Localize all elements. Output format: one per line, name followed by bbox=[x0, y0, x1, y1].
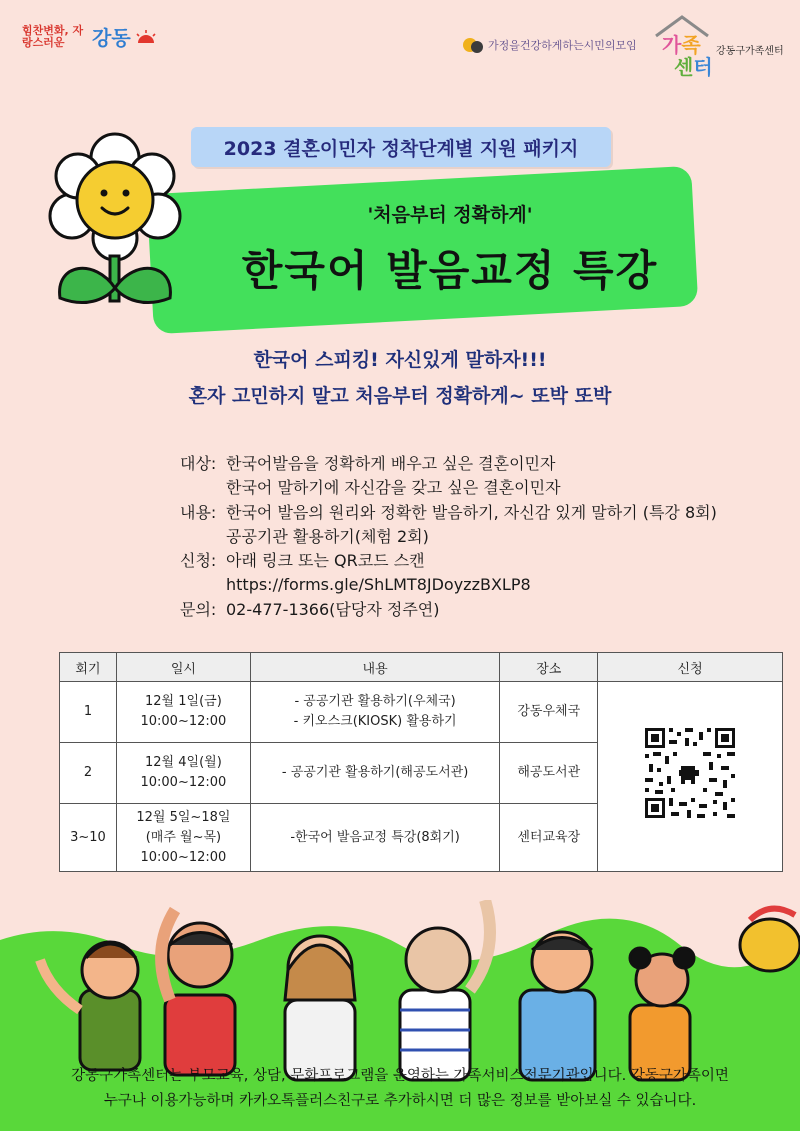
lecture-subtitle: '처음부터 정확하게' bbox=[367, 204, 533, 226]
date-cell: 12월 5일~18일 (매주 월~목) 10:00~12:00 bbox=[116, 804, 250, 872]
person-icon bbox=[630, 948, 694, 1080]
target-text-1: 한국어발음을 정확하게 배우고 싶은 결혼이민자 bbox=[226, 454, 556, 473]
program-info bbox=[180, 452, 780, 622]
family-center-name: 강동구가족센터 bbox=[716, 46, 784, 57]
footer-text bbox=[0, 1064, 800, 1114]
family-mark-icon bbox=[462, 36, 484, 54]
footer-line-2: 누구나 이용가능하며 카카오톡플러스친구로 추가하시면 더 많은 정보를 받아보실 수 있습니다. bbox=[103, 1093, 697, 1109]
slogan-line-1: 한국어 스피킹! 자신있게 말하자!!! bbox=[253, 349, 547, 371]
header-content: 내용 bbox=[250, 653, 500, 682]
date-cell: 12월 1일(금) 10:00~12:00 bbox=[116, 682, 250, 743]
content-label: 내용: bbox=[180, 502, 217, 522]
qr-cell bbox=[598, 682, 783, 872]
header-place: 장소 bbox=[500, 653, 598, 682]
contact-label: 문의: bbox=[180, 599, 217, 619]
slogan-line-2: 혼자 고민하지 말고 처음부터 정확하게~ 또박 또박 bbox=[188, 385, 612, 407]
hat-icon bbox=[740, 909, 800, 971]
apply-link[interactable]: https://forms.gle/ShLMT8JDoyzzBXLP8 bbox=[226, 575, 531, 595]
family-center-logo bbox=[652, 14, 792, 84]
citizens-association-logo bbox=[462, 36, 637, 54]
sun-icon bbox=[135, 30, 157, 44]
content-text-1: 한국어 발음의 원리와 정확한 발음하기, 자신감 있게 말하기 (특강 8회) bbox=[226, 502, 717, 522]
table-header-row bbox=[60, 653, 783, 682]
gangdong-city-name: 강동 bbox=[92, 26, 131, 50]
lecture-title: 한국어 발음교정 특강 bbox=[241, 246, 659, 295]
gangdong-slogan: 힘찬변화, 자랑스러운 bbox=[22, 23, 84, 49]
schedule-table bbox=[59, 652, 783, 872]
session-cell: 1 bbox=[60, 682, 117, 743]
place-cell: 센터교육장 bbox=[500, 804, 598, 872]
family-center-word-2: 센터 bbox=[674, 55, 713, 79]
family-center-word-1: 가족 bbox=[662, 33, 701, 57]
header-apply: 신청 bbox=[598, 653, 783, 682]
header-session: 회기 bbox=[60, 653, 117, 682]
gangdong-logo bbox=[22, 22, 157, 51]
session-cell: 2 bbox=[60, 743, 117, 804]
qr-code-icon[interactable] bbox=[643, 726, 737, 820]
content-cell: - 공공기관 활용하기(우체국) - 키오스크(KIOSK) 활용하기 bbox=[250, 682, 500, 743]
place-cell: 강동우체국 bbox=[500, 682, 598, 743]
program-package-title: 2023 결혼이민자 정착단계별 지원 패키지 bbox=[191, 127, 611, 167]
footer-line-1: 강동구가족센터는 부모교육, 상담, 문화프로그램을 운영하는 가족서비스전문기관입니다. 강동구가족이면 bbox=[71, 1068, 729, 1084]
contact-text: 02-477-1366(담당자 정주연) bbox=[226, 599, 440, 619]
citizens-association-name: 가정을건강하게하는시민의모임 bbox=[488, 39, 637, 52]
flower-mascot-icon bbox=[40, 128, 190, 318]
content-text-2: 공공기관 활용하기(체험 2회) bbox=[226, 526, 429, 546]
header-date: 일시 bbox=[116, 653, 250, 682]
content-cell: -한국어 발음교정 특강(8회기) bbox=[250, 804, 500, 872]
date-cell: 12월 4일(월) 10:00~12:00 bbox=[116, 743, 250, 804]
apply-label: 신청: bbox=[180, 551, 217, 571]
apply-text: 아래 링크 또는 QR코드 스캔 bbox=[226, 551, 425, 571]
person-icon bbox=[285, 936, 355, 1080]
place-cell: 해공도서관 bbox=[500, 743, 598, 804]
content-cell: - 공공기관 활용하기(해공도서관) bbox=[250, 743, 500, 804]
target-label: 대상: bbox=[180, 454, 217, 473]
slogan bbox=[0, 342, 800, 414]
target-text-2: 한국어 말하기에 자신감을 갖고 싶은 결혼이민자 bbox=[226, 478, 561, 498]
table-row bbox=[60, 682, 783, 743]
session-cell: 3~10 bbox=[60, 804, 117, 872]
